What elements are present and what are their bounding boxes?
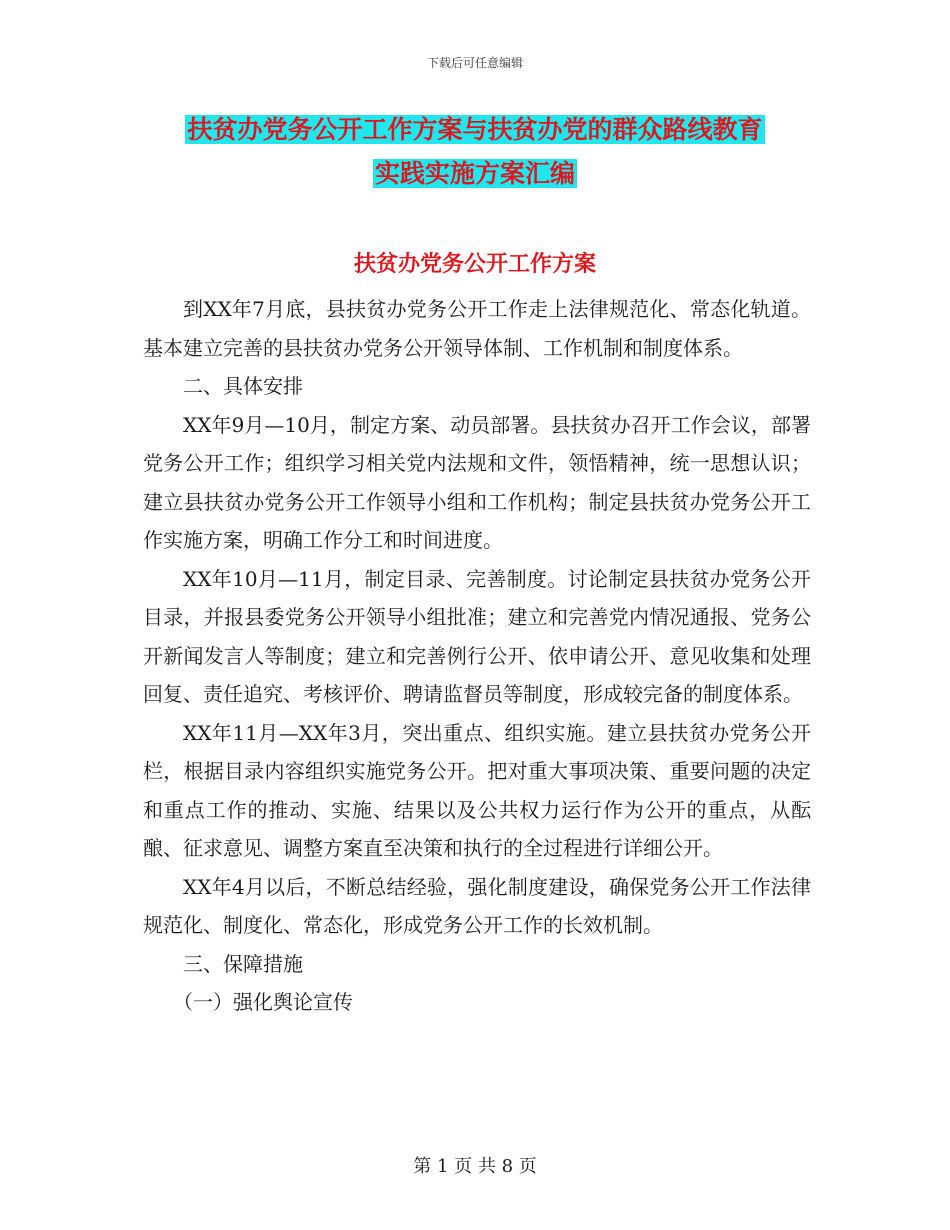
paragraph-stage-1: XX年9月—10月，制定方案、动员部署。县扶贫办召开工作会议，部署党务公开工作；组织学习相关党内法规和文件，领悟精神，统一思想认识；建立县扶贫办党务公开工作领导小组和工作机构；制定县扶贫办党务公开工作实施方案，明确工作分工和时间进度。: [143, 412, 811, 552]
subheading-publicity: （一）强化舆论宣传: [173, 990, 353, 1014]
paragraph-stage-3: XX年11月—XX年3月，突出重点、组织实施。建立县扶贫办党务公开栏，根据目录内容组织实施党务公开。把对重大事项决策、重要问题的决定和重点工作的推动、实施、结果以及公共权力运行作为公开的重点，从酝酿、征求意见、调整方案直至决策和执行的全过程进行详细公开。: [143, 720, 811, 860]
paragraph-stage-4: XX年4月以后，不断总结经验，强化制度建设，确保党务公开工作法律规范化、制度化、常态化，形成党务公开工作的长效机制。: [143, 874, 811, 937]
document-title: [0, 108, 950, 196]
document-body: [143, 290, 811, 1022]
heading-safeguards: 三、保障措施: [183, 951, 303, 976]
heading-arrangement: 二、具体安排: [183, 374, 303, 398]
paragraph-goal: 到XX年7月底，县扶贫办党务公开工作走上法律规范化、常态化轨道。基本建立完善的县扶贫办党务公开领导体制、工作机制和制度体系。: [143, 297, 811, 360]
page-footer: 第 1 页 共 8 页: [413, 1156, 537, 1177]
document-title-line-2: 实践实施方案汇编: [374, 159, 575, 188]
section-title: 扶贫办党务公开工作方案: [353, 252, 596, 277]
page-header-note: 下载后可任意编辑: [426, 56, 523, 70]
document-title-line-1: 扶贫办党务公开工作方案与扶贫办党的群众路线教育: [187, 115, 763, 144]
paragraph-stage-2: XX年10月—11月，制定目录、完善制度。讨论制定县扶贫办党务公开目录，并报县委党务公开领导小组批准；建立和完善党内情况通报、党务公开新闻发言人等制度；建立和完善例行公开、依申请公开、意见收集和处理回复、责任追究、考核评价、聘请监督员等制度，形成较完备的制度体系。: [143, 566, 811, 706]
